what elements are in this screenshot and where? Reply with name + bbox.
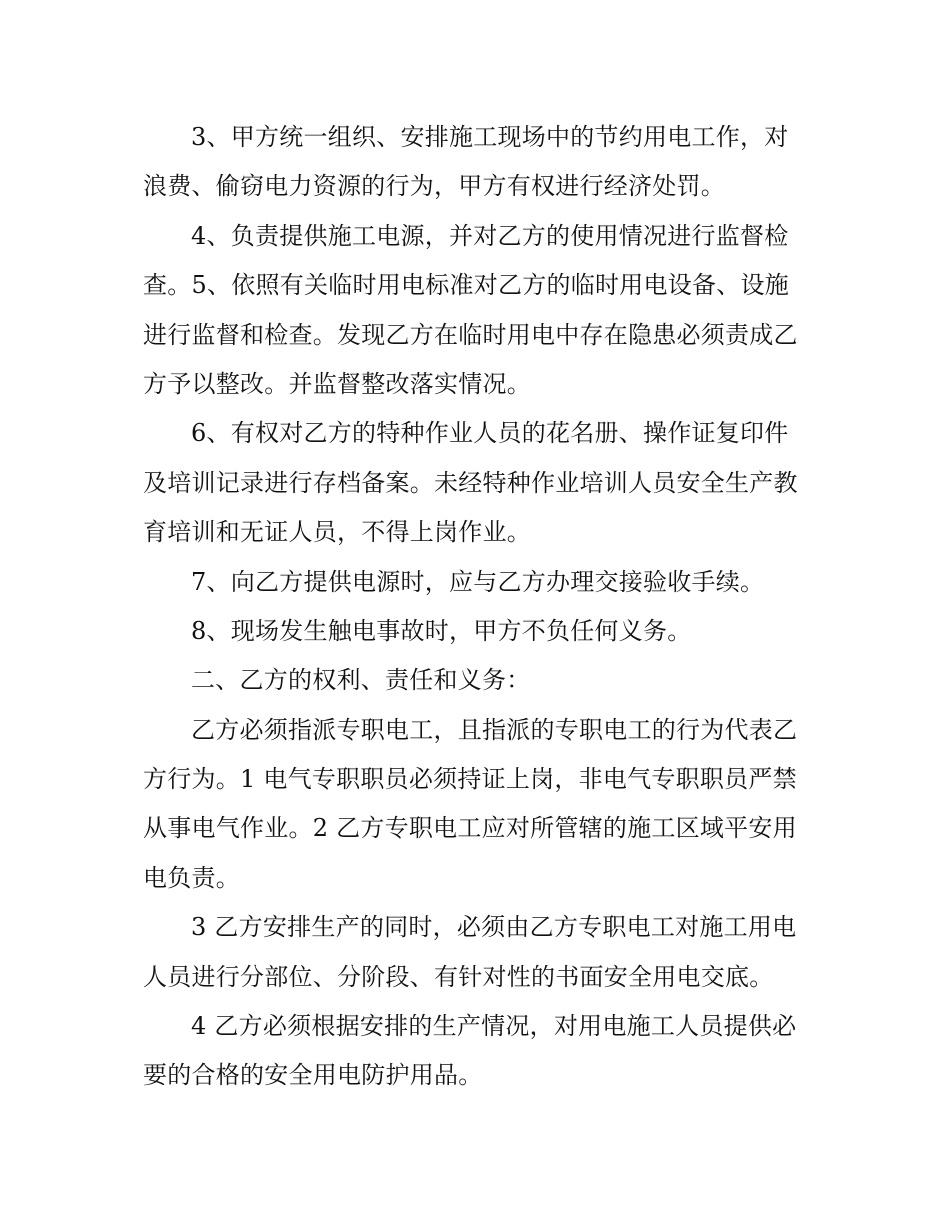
text-line: 要的合格的安全用电防护用品。	[143, 1061, 483, 1090]
text-line: 4 乙方必须根据安排的生产情况，对用电施工人员提供必	[191, 1012, 797, 1041]
document-body	[143, 113, 813, 1101]
section-heading: 二、乙方的权利、责任和义务：	[191, 666, 531, 695]
text-line: 乙方必须指派专职电工，且指派的专职电工的行为代表乙	[191, 715, 798, 744]
text-line: 3 乙方安排生产的同时，必须由乙方专职电工对施工用电	[191, 913, 797, 942]
text-line: 浪费、偷窃电力资源的行为，甲方有权进行经济处罚。	[143, 172, 725, 201]
text-line: 3、甲方统一组织、安排施工现场中的节约用电工作，对	[191, 123, 789, 151]
text-line: 6、有权对乙方的特种作业人员的花名册、操作证复印件	[191, 419, 789, 448]
text-line: 及培训记录进行存档备案。未经特种作业培训人员安全生产教	[143, 468, 798, 497]
text-line: 电负责。	[143, 863, 240, 892]
text-line: 从事电气作业。2 乙方专职电工应对所管辖的施工区域平安用	[143, 814, 797, 843]
text-line: 8、现场发生触电事故时，甲方不负任何义务。	[191, 616, 692, 645]
text-line: 7、向乙方提供电源时，应与乙方办理交接验收手续。	[191, 567, 765, 596]
text-line: 进行监督和检查。发现乙方在临时用电中存在隐患必须责成乙	[143, 320, 798, 349]
text-line: 育培训和无证人员，不得上岗作业。	[143, 518, 531, 547]
text-line: 查。5、依照有关临时用电标准对乙方的临时用电设备、设施	[143, 271, 790, 300]
text-line: 4、负责提供施工电源，并对乙方的使用情况进行监督检	[191, 221, 789, 250]
text-line: 方行为。1 电气专职职员必须持证上岗，非电气专职职员严禁	[143, 765, 797, 794]
text-line: 方予以整改。并监督整改落实情况。	[143, 369, 531, 398]
text-line: 人员进行分部位、分阶段、有针对性的书面安全用电交底。	[143, 962, 774, 991]
